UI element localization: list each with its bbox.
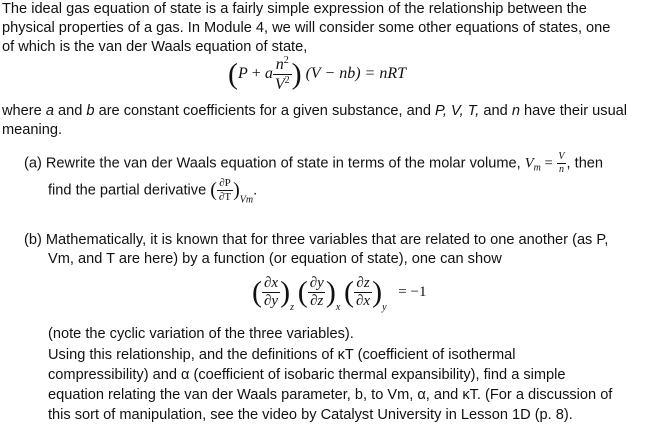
- eq-a: a: [264, 65, 273, 83]
- cyclic-rule-equation: ( $\frac{\partial x}{\partial y}$ )$_z$ ( $\frac{\partial y}{\partial z}$ )$_x$ ( $\frac{\partial z}{\partial x}$ )$_y = -1$: [252, 275, 427, 313]
- eq-fraction: $\frac{n^2}{V^2}$: [274, 55, 290, 93]
- part-b-line-7: this sort of manipulation, see the video by Catalyst University in Lesson 1D (p. 8).: [48, 407, 573, 423]
- intro-line-3: of which is the van der Waals equation of state,: [2, 39, 308, 55]
- part-b-line-6: equation relating the van der Waals parameter, b, to Vm, α, and κT. (For a discussion of: [48, 387, 613, 403]
- part-b-line-4: Using this relationship, and the definitions of κT (coefficient of isothermal: [48, 347, 516, 363]
- after-line-2: meaning.: [2, 122, 63, 138]
- part-a-line-1: (a) Rewrite the van der Waals equation of state in terms of the molar volume, $V_m$ = $\frac{V}{n}$ , then: [24, 151, 604, 175]
- part-b-line-3: (note the cyclic variation of the three variables).: [48, 326, 354, 342]
- intro-line-2: physical properties of a gas. In Module 4, we will consider some other equations of states, one: [2, 20, 611, 36]
- part-b-line-1: (b) Mathematically, it is known that for three variables that are related to one another (as P,: [24, 232, 609, 248]
- eq-rest: (V − nb) = nRT: [305, 65, 406, 83]
- eq-plus: +: [251, 65, 261, 83]
- vdw-equation: (P + a $\frac{n^2}{V^2}$ ) (V − nb) = nRT: [228, 55, 406, 93]
- after-line-1: where a and b are constant coefficients for a given substance, and P, V, T, and n have their usual: [2, 103, 628, 119]
- part-a-line-2: find the partial derivative ( $\frac{\partial P}{\partial T}$ )$_{Vm}$.: [48, 177, 258, 206]
- part-b-line-5: compressibility) and α (coefficient of isobaric thermal expansibility), find a simple: [48, 367, 566, 383]
- eq-P: P: [238, 65, 248, 83]
- partial-derivative: $\frac{\partial P}{\partial T}$: [218, 177, 232, 203]
- intro-line-1: The ideal gas equation of state is a fairly simple expression of the relationship between the: [2, 1, 587, 17]
- part-b-line-2: Vm, and T are here) by a function (or equation of state), one can show: [48, 251, 502, 267]
- molar-volume-fraction: $\frac{V}{n}$: [558, 151, 565, 175]
